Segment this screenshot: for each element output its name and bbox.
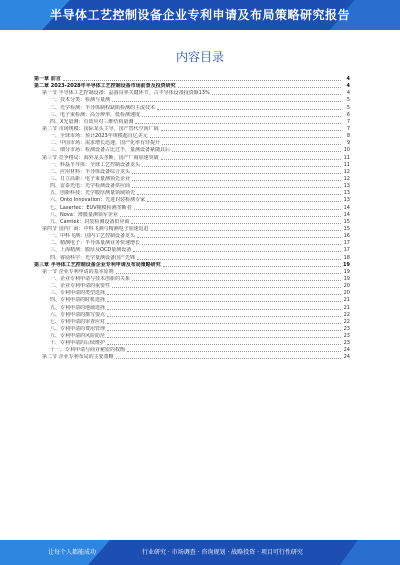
toc-page-number: 19 bbox=[343, 261, 350, 268]
toc-entry-text: 十一、专利申请与商业秘密的权衡 bbox=[34, 347, 126, 354]
toc-leader-dots bbox=[132, 183, 341, 188]
toc-entry-text: 四、X光量测：有效应对三维结构量测 bbox=[34, 119, 134, 126]
toc-entry-text: 第一节 企业专利申请的基本原则 bbox=[34, 269, 115, 276]
toc-entry[interactable] bbox=[34, 226, 350, 233]
toc-entry[interactable] bbox=[34, 276, 350, 283]
toc-entry[interactable] bbox=[34, 262, 350, 269]
toc-entry-text: 三、上海精测：膜厚及OCD量测设备 bbox=[34, 247, 132, 254]
toc-page-number: 7 bbox=[342, 119, 350, 126]
table-of-contents bbox=[34, 76, 350, 362]
toc-leader-dots bbox=[142, 240, 341, 245]
toc-entry[interactable] bbox=[34, 290, 350, 297]
toc-entry[interactable] bbox=[34, 233, 350, 240]
toc-leader-dots bbox=[161, 155, 341, 160]
toc-leader-dots bbox=[137, 255, 341, 260]
toc-leader-dots bbox=[163, 262, 341, 267]
toc-entry[interactable] bbox=[34, 147, 350, 154]
toc-entry-text: 二、光学检测：半导体制程缺陷检测的主流技术 bbox=[34, 105, 156, 112]
toc-page-number: 23 bbox=[343, 333, 350, 340]
toc-page-number: 21 bbox=[343, 297, 350, 304]
toc-leader-dots bbox=[137, 233, 341, 238]
toc-page-number: 16 bbox=[343, 233, 350, 240]
toc-entry[interactable] bbox=[34, 97, 350, 104]
toc-entry-text: 二、中国市场：需求增长迅速，国产化率有待提升 bbox=[34, 140, 161, 147]
toc-page-number: 19 bbox=[343, 275, 350, 282]
toc-leader-dots bbox=[127, 347, 341, 352]
toc-page-number: 13 bbox=[343, 183, 350, 190]
toc-entry-text: 第二节 市场规模：国际龙头主导，国产替代空间广阔 bbox=[34, 126, 160, 133]
toc-leader-dots bbox=[107, 312, 341, 317]
toc-entry[interactable] bbox=[34, 240, 350, 247]
toc-entry-text: 第三章 半导体工艺控制设备企业专利申请及布局策略研究 bbox=[34, 261, 161, 268]
toc-leader-dots bbox=[116, 269, 341, 274]
toc-page-number: 14 bbox=[343, 211, 350, 218]
toc-leader-dots bbox=[120, 212, 341, 217]
toc-leader-dots bbox=[107, 333, 341, 338]
toc-entry[interactable] bbox=[34, 90, 350, 97]
toc-entry-text: 一、技术分类：检测与量测 bbox=[34, 97, 111, 104]
toc-page-number: 22 bbox=[343, 311, 350, 318]
toc-entry[interactable] bbox=[34, 162, 350, 169]
toc-entry[interactable] bbox=[34, 105, 350, 112]
toc-leader-dots bbox=[132, 276, 341, 281]
toc-entry-text: 第三节 竞争格局：海外龙头垄断，国产厂商加速突破 bbox=[34, 155, 160, 162]
toc-entry-text: 七、专利申请的审查应对 bbox=[34, 319, 106, 326]
toc-entry[interactable] bbox=[34, 283, 350, 290]
toc-entry[interactable] bbox=[34, 354, 350, 361]
toc-entry-text: 五、创新科技：光学膜厚测量领域领先 bbox=[34, 190, 136, 197]
toc-entry-text: 二、精测电子：半导体量测业务快速增长 bbox=[34, 240, 141, 247]
toc-page-number: 22 bbox=[343, 318, 350, 325]
toc-page-number: 6 bbox=[342, 112, 350, 119]
toc-entry-text: 四、睿励科学：光学量测设备国产先锋 bbox=[34, 255, 136, 262]
toc-page-number: 24 bbox=[343, 354, 350, 361]
toc-leader-dots bbox=[107, 305, 341, 310]
toc-leader-dots bbox=[137, 190, 341, 195]
toc-entry-text: 第二节 企业专利布局的主要策略 bbox=[34, 354, 115, 361]
toc-page-number: 17 bbox=[343, 240, 350, 247]
toc-leader-dots bbox=[63, 76, 341, 81]
toc-leader-dots bbox=[157, 105, 341, 110]
toc-page-number: 23 bbox=[343, 340, 350, 347]
toc-entry-text: 一、全球市场：预计2023年规模超百亿美元 bbox=[34, 133, 149, 140]
toc-entry[interactable] bbox=[34, 305, 350, 312]
toc-entry[interactable] bbox=[34, 269, 350, 276]
toc-leader-dots bbox=[112, 283, 341, 288]
toc-entry-text: 八、专利申请的费用管理 bbox=[34, 326, 106, 333]
toc-page-number: 23 bbox=[343, 325, 350, 332]
toc-entry-text: 一、科磊半导体：全球工艺控制设备龙头 bbox=[34, 162, 141, 169]
toc-page-number: 20 bbox=[343, 283, 350, 290]
toc-entry-text: 五、专利申请的地域选择 bbox=[34, 305, 106, 312]
toc-leader-dots bbox=[212, 90, 341, 95]
toc-page-number: 10 bbox=[343, 147, 350, 154]
toc-entry[interactable] bbox=[34, 297, 350, 304]
toc-entry[interactable] bbox=[34, 155, 350, 162]
page-header bbox=[0, 0, 400, 30]
toc-entry-text: 第四节 国内厂商：中科飞测与精测电子加速追赶 bbox=[34, 226, 150, 233]
toc-entry-text: 三、细分市场：检测设备占比过半，量测设备紧随其后 bbox=[34, 147, 171, 154]
toc-leader-dots bbox=[116, 354, 341, 359]
toc-entry[interactable] bbox=[34, 205, 350, 212]
toc-entry[interactable] bbox=[34, 212, 350, 219]
toc-entry-text: 七、Lasertec：EUV掩模检测垄断者 bbox=[34, 205, 133, 212]
toc-page-number: 13 bbox=[343, 190, 350, 197]
toc-leader-dots bbox=[132, 176, 341, 181]
toc-entry[interactable] bbox=[34, 219, 350, 226]
footer-accent-right bbox=[340, 540, 400, 565]
toc-leader-dots bbox=[161, 126, 341, 131]
toc-page-number: 17 bbox=[343, 247, 350, 254]
toc-entry-text: 三、日立高新：电子束量测领先企业 bbox=[34, 176, 131, 183]
toc-leader-dots bbox=[133, 247, 341, 252]
toc-entry[interactable] bbox=[34, 169, 350, 176]
toc-page-number: 12 bbox=[343, 175, 350, 182]
toc-entry[interactable] bbox=[34, 333, 350, 340]
toc-leader-dots bbox=[150, 133, 341, 138]
toc-page-number: 11 bbox=[343, 154, 350, 161]
toc-page-number: 21 bbox=[343, 304, 350, 311]
toc-entry-text: 九、Camtek：封装检测设备供应商 bbox=[34, 219, 130, 226]
toc-page-number: 7 bbox=[342, 126, 350, 133]
toc-entry[interactable] bbox=[34, 347, 350, 354]
toc-leader-dots bbox=[107, 326, 341, 331]
toc-entry-text: 一、企业专利申请与技术创新的关系 bbox=[34, 276, 131, 283]
toc-page-number: 24 bbox=[343, 347, 350, 354]
toc-leader-dots bbox=[107, 290, 341, 295]
toc-entry-text: 第一节 半导体工艺控制设备：晶圆良率关键环节，占半导体设备投资额13% bbox=[34, 90, 211, 97]
toc-leader-dots bbox=[134, 205, 341, 210]
toc-entry-text: 六、Onto Innovation：先进封装检测专家 bbox=[34, 197, 146, 204]
toc-entry[interactable] bbox=[34, 112, 350, 119]
toc-entry[interactable] bbox=[34, 247, 350, 254]
toc-leader-dots bbox=[131, 219, 341, 224]
toc-entry[interactable] bbox=[34, 140, 350, 147]
page-footer bbox=[0, 540, 400, 565]
toc-entry[interactable] bbox=[34, 83, 350, 90]
toc-entry[interactable] bbox=[34, 119, 350, 126]
toc-entry[interactable] bbox=[34, 340, 350, 347]
toc-page-number: 9 bbox=[342, 140, 350, 147]
toc-entry-text: 四、雷泰光电：光学检测设备供应商 bbox=[34, 183, 131, 190]
toc-entry-text: 六、专利申请的撰写要点 bbox=[34, 312, 106, 319]
toc-entry[interactable] bbox=[34, 126, 350, 133]
toc-leader-dots bbox=[132, 169, 341, 174]
toc-page-number: 5 bbox=[342, 97, 350, 104]
toc-entry[interactable] bbox=[34, 326, 350, 333]
toc-leader-dots bbox=[135, 119, 341, 124]
toc-leader-dots bbox=[107, 297, 341, 302]
toc-leader-dots bbox=[151, 226, 341, 231]
toc-page-number: 19 bbox=[343, 268, 350, 275]
toc-page-number: 13 bbox=[343, 197, 350, 204]
toc-page-number: 12 bbox=[343, 168, 350, 175]
toc-entry[interactable] bbox=[34, 255, 350, 262]
toc-leader-dots bbox=[107, 319, 341, 324]
toc-page-number: 4 bbox=[342, 90, 350, 97]
toc-entry[interactable] bbox=[34, 312, 350, 319]
toc-leader-dots bbox=[142, 162, 341, 167]
toc-entry[interactable] bbox=[34, 133, 350, 140]
toc-page-number: 5 bbox=[342, 105, 350, 112]
toc-leader-dots bbox=[107, 340, 341, 345]
toc-page-number: 11 bbox=[343, 161, 350, 168]
toc-page-number: 20 bbox=[343, 290, 350, 297]
toc-leader-dots bbox=[178, 83, 341, 88]
toc-leader-dots bbox=[162, 140, 341, 145]
toc-entry[interactable] bbox=[34, 183, 350, 190]
toc-page-number: 18 bbox=[343, 254, 350, 261]
toc-entry-text: 八、Nova：薄膜量测领军企业 bbox=[34, 212, 119, 219]
toc-page-number: 15 bbox=[343, 225, 350, 232]
report-title: 半导体工艺控制设备企业专利申请及布局策略研究报告 bbox=[49, 8, 350, 22]
toc-page-number: 15 bbox=[343, 218, 350, 225]
toc-entry[interactable] bbox=[34, 190, 350, 197]
toc-entry-text: 第二章 2023-2028年半导体工艺控制设备市场前景及投资研究 bbox=[34, 83, 176, 90]
toc-page-number: 14 bbox=[343, 204, 350, 211]
toc-page-number: 4 bbox=[342, 83, 350, 90]
toc-entry-text: 十、专利申请的后续维护 bbox=[34, 340, 106, 347]
footer-services: 行业研究 · 市场调查 · 咨询规划 · 战略投资 · 项目可行性研究 bbox=[142, 549, 303, 556]
footer-slogan: 让每个人都能成功 bbox=[48, 549, 97, 556]
toc-entry-text: 四、专利申请的时机选择 bbox=[34, 297, 106, 304]
toc-entry-text: 二、企业专利申请的重要性 bbox=[34, 283, 111, 290]
toc-entry[interactable] bbox=[34, 76, 350, 83]
toc-page-number: 4 bbox=[342, 76, 350, 83]
toc-entry-text: 一、中科飞测：国内工艺控制设备龙头 bbox=[34, 233, 136, 240]
toc-entry[interactable] bbox=[34, 176, 350, 183]
toc-leader-dots bbox=[147, 197, 341, 202]
toc-leader-dots bbox=[172, 147, 341, 152]
toc-entry-text: 第一章 前言 bbox=[34, 76, 61, 82]
toc-heading: 内容目录 bbox=[175, 50, 224, 64]
toc-entry-text: 二、应用材料：半导体设备综合龙头 bbox=[34, 169, 131, 176]
toc-leader-dots bbox=[112, 97, 341, 102]
toc-entry[interactable] bbox=[34, 319, 350, 326]
toc-entry-text: 三、电子束检测：高分辨率，低检测速度 bbox=[34, 112, 141, 119]
toc-page-number: 8 bbox=[342, 133, 350, 140]
toc-entry[interactable] bbox=[34, 197, 350, 204]
toc-entry-text: 九、专利申请的风险防范 bbox=[34, 333, 106, 340]
toc-leader-dots bbox=[142, 112, 341, 117]
toc-entry-text: 三、专利申请的类型选择 bbox=[34, 290, 106, 297]
